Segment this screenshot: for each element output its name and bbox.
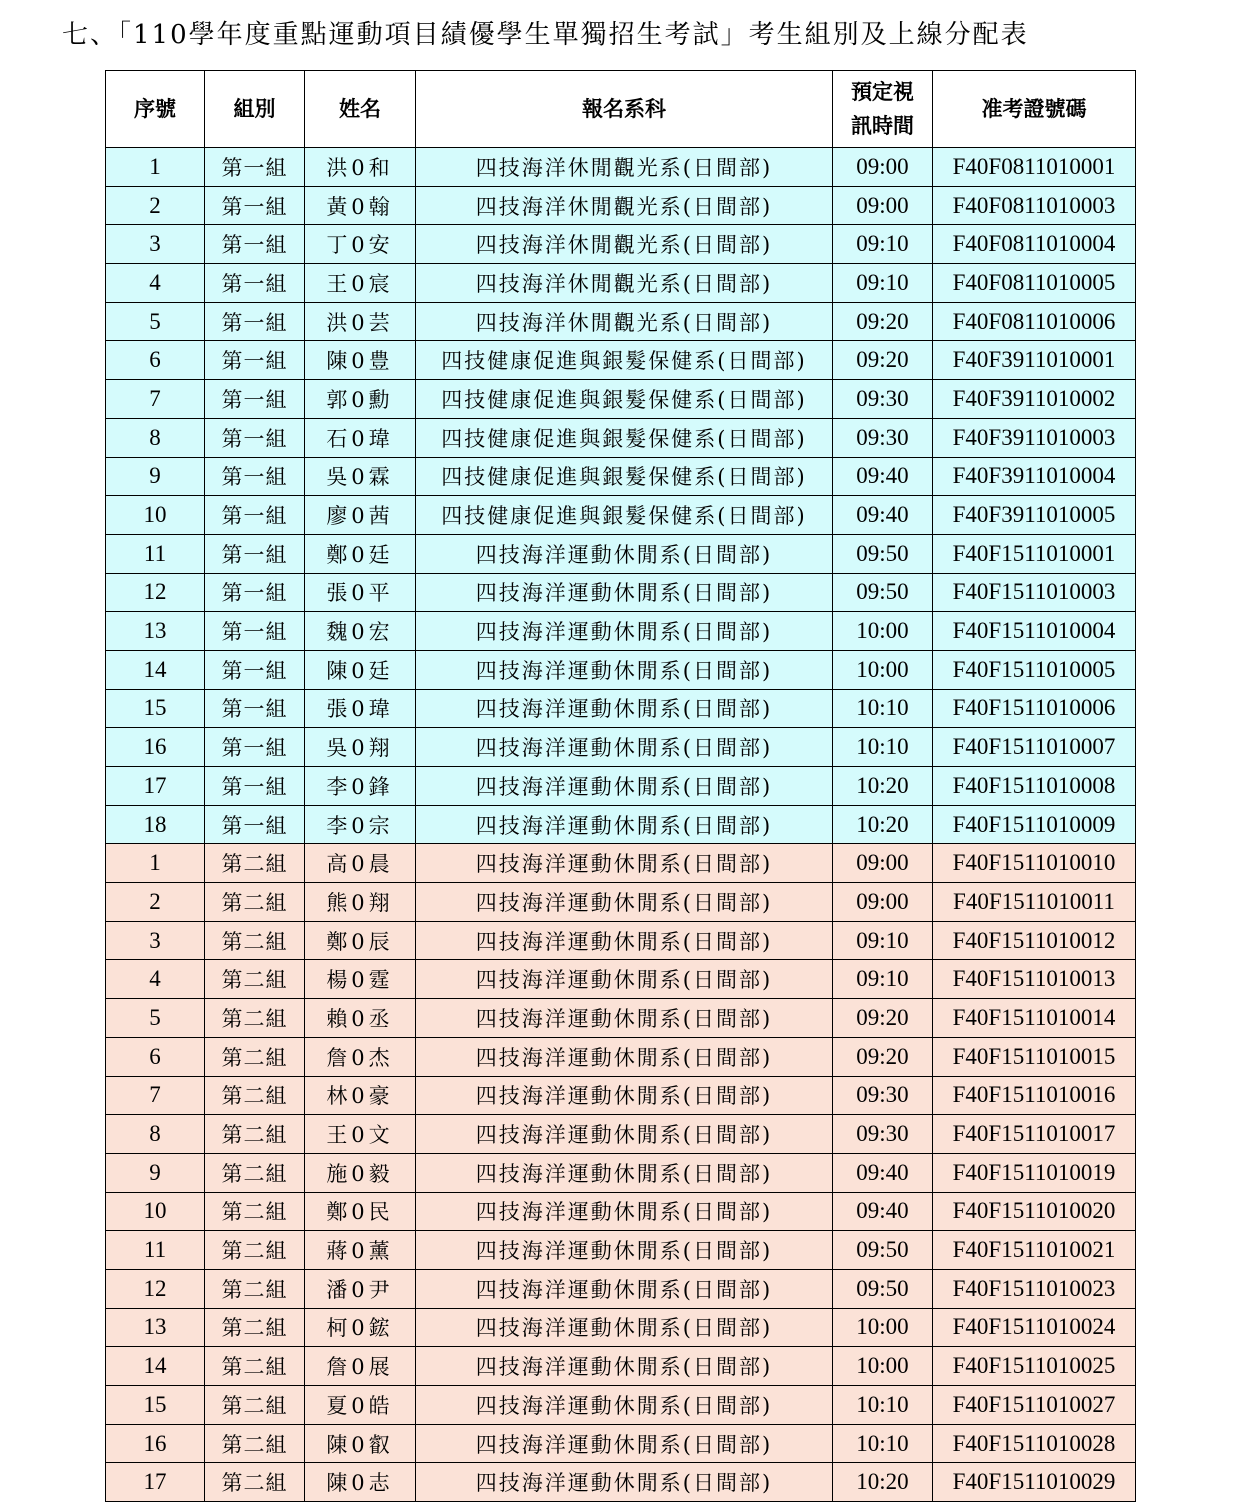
cell-seq: 2 (106, 883, 205, 922)
cell-dept: 四技海洋休閒觀光系(日間部) (416, 264, 833, 303)
cell-name: 李0宗 (305, 805, 416, 844)
table-row (106, 1115, 1136, 1154)
cell-dept: 四技海洋運動休閒系(日間部) (416, 1269, 833, 1308)
table-row (106, 1463, 1136, 1502)
cell-code: F40F1511010010 (933, 844, 1136, 883)
cell-name: 熊0翔 (305, 883, 416, 922)
cell-group: 第二組 (205, 1153, 305, 1192)
cell-group: 第二組 (205, 921, 305, 960)
cell-time: 09:00 (833, 883, 933, 922)
table-row (106, 844, 1136, 883)
header-seq: 序號 (106, 71, 205, 148)
cell-group: 第一組 (205, 612, 305, 651)
cell-name: 廖0茜 (305, 496, 416, 535)
cell-name: 魏0宏 (305, 612, 416, 651)
cell-seq: 15 (106, 689, 205, 728)
cell-code: F40F1511010004 (933, 612, 1136, 651)
cell-group: 第一組 (205, 341, 305, 380)
cell-seq: 2 (106, 186, 205, 225)
cell-group: 第二組 (205, 1115, 305, 1154)
table-row (106, 573, 1136, 612)
cell-group: 第一組 (205, 767, 305, 806)
table-row (106, 1192, 1136, 1231)
cell-time: 10:20 (833, 767, 933, 806)
cell-time: 09:00 (833, 186, 933, 225)
cell-time: 10:00 (833, 650, 933, 689)
cell-time: 09:00 (833, 148, 933, 187)
cell-name: 陳0志 (305, 1463, 416, 1502)
table-row (106, 1076, 1136, 1115)
cell-seq: 12 (106, 573, 205, 612)
cell-code: F40F1511010008 (933, 767, 1136, 806)
cell-name: 賴0丞 (305, 999, 416, 1038)
table-row (106, 1231, 1136, 1270)
cell-name: 丁0安 (305, 225, 416, 264)
cell-group: 第二組 (205, 844, 305, 883)
cell-code: F40F1511010001 (933, 534, 1136, 573)
cell-time: 10:10 (833, 728, 933, 767)
cell-group: 第一組 (205, 573, 305, 612)
cell-code: F40F3911010001 (933, 341, 1136, 380)
cell-time: 09:10 (833, 921, 933, 960)
cell-code: F40F0811010006 (933, 302, 1136, 341)
table-row (106, 264, 1136, 303)
cell-dept: 四技海洋運動休閒系(日間部) (416, 689, 833, 728)
cell-dept: 四技海洋休閒觀光系(日間部) (416, 186, 833, 225)
cell-time: 10:20 (833, 1463, 933, 1502)
cell-group: 第一組 (205, 264, 305, 303)
header-code: 准考證號碼 (933, 71, 1136, 148)
cell-time: 09:30 (833, 1115, 933, 1154)
cell-dept: 四技海洋運動休閒系(日間部) (416, 573, 833, 612)
cell-code: F40F1511010012 (933, 921, 1136, 960)
cell-code: F40F1511010021 (933, 1231, 1136, 1270)
cell-code: F40F0811010003 (933, 186, 1136, 225)
cell-code: F40F1511010027 (933, 1386, 1136, 1425)
cell-group: 第一組 (205, 650, 305, 689)
cell-dept: 四技海洋運動休閒系(日間部) (416, 1037, 833, 1076)
cell-dept: 四技海洋運動休閒系(日間部) (416, 844, 833, 883)
cell-dept: 四技海洋休閒觀光系(日間部) (416, 302, 833, 341)
cell-code: F40F1511010020 (933, 1192, 1136, 1231)
cell-code: F40F1511010023 (933, 1269, 1136, 1308)
cell-group: 第一組 (205, 496, 305, 535)
table-row (106, 148, 1136, 187)
cell-time: 09:20 (833, 341, 933, 380)
cell-name: 吳0翔 (305, 728, 416, 767)
cell-time: 10:20 (833, 805, 933, 844)
cell-name: 詹0杰 (305, 1037, 416, 1076)
cell-code: F40F1511010015 (933, 1037, 1136, 1076)
table-row (106, 1037, 1136, 1076)
cell-dept: 四技海洋運動休閒系(日間部) (416, 1153, 833, 1192)
cell-seq: 8 (106, 418, 205, 457)
cell-name: 施0毅 (305, 1153, 416, 1192)
cell-code: F40F1511010006 (933, 689, 1136, 728)
table-row (106, 380, 1136, 419)
cell-name: 郭0勳 (305, 380, 416, 419)
cell-code: F40F1511010005 (933, 650, 1136, 689)
cell-dept: 四技海洋運動休閒系(日間部) (416, 1347, 833, 1386)
header-time (833, 71, 933, 148)
cell-dept: 四技海洋運動休閒系(日間部) (416, 534, 833, 573)
cell-seq: 6 (106, 1037, 205, 1076)
cell-time: 09:50 (833, 534, 933, 573)
cell-name: 吳0霖 (305, 457, 416, 496)
header-name: 姓名 (305, 71, 416, 148)
schedule-table (105, 70, 1136, 1502)
cell-dept: 四技海洋運動休閒系(日間部) (416, 1231, 833, 1270)
cell-time: 09:40 (833, 1192, 933, 1231)
cell-name: 陳0叡 (305, 1424, 416, 1463)
cell-seq: 4 (106, 264, 205, 303)
cell-group: 第一組 (205, 148, 305, 187)
cell-group: 第二組 (205, 1192, 305, 1231)
cell-group: 第二組 (205, 1269, 305, 1308)
cell-code: F40F1511010025 (933, 1347, 1136, 1386)
table-row (106, 496, 1136, 535)
cell-time: 09:00 (833, 844, 933, 883)
cell-time: 09:10 (833, 960, 933, 999)
cell-seq: 9 (106, 457, 205, 496)
table-row (106, 534, 1136, 573)
cell-code: F40F1511010009 (933, 805, 1136, 844)
header-group: 組別 (205, 71, 305, 148)
cell-seq: 18 (106, 805, 205, 844)
table-row (106, 186, 1136, 225)
cell-time: 09:20 (833, 1037, 933, 1076)
cell-dept: 四技海洋運動休閒系(日間部) (416, 999, 833, 1038)
cell-seq: 17 (106, 767, 205, 806)
cell-group: 第一組 (205, 186, 305, 225)
cell-group: 第二組 (205, 1231, 305, 1270)
cell-seq: 10 (106, 1192, 205, 1231)
cell-group: 第二組 (205, 1386, 305, 1425)
cell-name: 陳0廷 (305, 650, 416, 689)
cell-name: 王0宸 (305, 264, 416, 303)
cell-name: 鄭0廷 (305, 534, 416, 573)
cell-group: 第二組 (205, 960, 305, 999)
cell-dept: 四技海洋運動休閒系(日間部) (416, 1463, 833, 1502)
cell-name: 鄭0辰 (305, 921, 416, 960)
cell-code: F40F1511010029 (933, 1463, 1136, 1502)
cell-dept: 四技健康促進與銀髮保健系(日間部) (416, 341, 833, 380)
cell-dept: 四技海洋運動休閒系(日間部) (416, 921, 833, 960)
table-row (106, 650, 1136, 689)
cell-code: F40F1511010013 (933, 960, 1136, 999)
cell-dept: 四技健康促進與銀髮保健系(日間部) (416, 418, 833, 457)
cell-time: 09:20 (833, 999, 933, 1038)
cell-seq: 16 (106, 1424, 205, 1463)
cell-dept: 四技海洋休閒觀光系(日間部) (416, 225, 833, 264)
cell-dept: 四技海洋運動休閒系(日間部) (416, 1076, 833, 1115)
cell-seq: 16 (106, 728, 205, 767)
cell-seq: 7 (106, 380, 205, 419)
cell-time: 10:00 (833, 612, 933, 651)
table-row (106, 728, 1136, 767)
cell-time: 09:50 (833, 1269, 933, 1308)
cell-name: 柯0鋐 (305, 1308, 416, 1347)
cell-seq: 7 (106, 1076, 205, 1115)
cell-group: 第二組 (205, 1347, 305, 1386)
cell-dept: 四技海洋運動休閒系(日間部) (416, 1424, 833, 1463)
cell-code: F40F1511010019 (933, 1153, 1136, 1192)
cell-group: 第一組 (205, 728, 305, 767)
table-row (106, 1424, 1136, 1463)
cell-group: 第一組 (205, 418, 305, 457)
header-time-line2: 訊時間 (851, 114, 914, 138)
cell-code: F40F0811010005 (933, 264, 1136, 303)
cell-time: 09:30 (833, 380, 933, 419)
cell-dept: 四技海洋運動休閒系(日間部) (416, 883, 833, 922)
cell-time: 09:50 (833, 1231, 933, 1270)
cell-group: 第二組 (205, 1463, 305, 1502)
table-row (106, 1347, 1136, 1386)
cell-code: F40F3911010002 (933, 380, 1136, 419)
cell-code: F40F0811010001 (933, 148, 1136, 187)
cell-code: F40F3911010005 (933, 496, 1136, 535)
table-row (106, 457, 1136, 496)
cell-time: 10:10 (833, 689, 933, 728)
cell-time: 09:30 (833, 1076, 933, 1115)
cell-code: F40F1511010024 (933, 1308, 1136, 1347)
table-row (106, 767, 1136, 806)
cell-name: 張0瑋 (305, 689, 416, 728)
table-row (106, 1269, 1136, 1308)
cell-name: 蔣0薰 (305, 1231, 416, 1270)
cell-seq: 13 (106, 1308, 205, 1347)
cell-code: F40F1511010007 (933, 728, 1136, 767)
cell-code: F40F1511010017 (933, 1115, 1136, 1154)
table-row (106, 418, 1136, 457)
cell-seq: 13 (106, 612, 205, 651)
cell-seq: 12 (106, 1269, 205, 1308)
cell-group: 第二組 (205, 1308, 305, 1347)
cell-time: 09:40 (833, 457, 933, 496)
cell-dept: 四技海洋運動休閒系(日間部) (416, 1115, 833, 1154)
header-dept: 報名系科 (416, 71, 833, 148)
cell-dept: 四技健康促進與銀髮保健系(日間部) (416, 496, 833, 535)
cell-dept: 四技海洋運動休閒系(日間部) (416, 728, 833, 767)
cell-time: 10:10 (833, 1386, 933, 1425)
cell-dept: 四技海洋運動休閒系(日間部) (416, 1386, 833, 1425)
cell-name: 洪0和 (305, 148, 416, 187)
cell-code: F40F3911010003 (933, 418, 1136, 457)
cell-dept: 四技健康促進與銀髮保健系(日間部) (416, 380, 833, 419)
cell-code: F40F1511010016 (933, 1076, 1136, 1115)
cell-time: 10:00 (833, 1308, 933, 1347)
cell-seq: 3 (106, 225, 205, 264)
cell-code: F40F3911010004 (933, 457, 1136, 496)
cell-group: 第一組 (205, 805, 305, 844)
cell-dept: 四技海洋運動休閒系(日間部) (416, 805, 833, 844)
cell-seq: 3 (106, 921, 205, 960)
table-row (106, 1153, 1136, 1192)
cell-group: 第一組 (205, 457, 305, 496)
cell-name: 鄭0民 (305, 1192, 416, 1231)
cell-dept: 四技海洋運動休閒系(日間部) (416, 612, 833, 651)
cell-name: 李0鋒 (305, 767, 416, 806)
cell-group: 第一組 (205, 225, 305, 264)
cell-group: 第二組 (205, 1424, 305, 1463)
cell-code: F40F1511010003 (933, 573, 1136, 612)
cell-name: 洪0芸 (305, 302, 416, 341)
cell-dept: 四技健康促進與銀髮保健系(日間部) (416, 457, 833, 496)
cell-group: 第二組 (205, 999, 305, 1038)
cell-code: F40F1511010028 (933, 1424, 1136, 1463)
cell-seq: 1 (106, 148, 205, 187)
table-header-row (106, 71, 1136, 148)
cell-dept: 四技海洋休閒觀光系(日間部) (416, 148, 833, 187)
table-row (106, 1386, 1136, 1425)
table-row (106, 960, 1136, 999)
cell-dept: 四技海洋運動休閒系(日間部) (416, 1308, 833, 1347)
table-row (106, 302, 1136, 341)
cell-time: 09:20 (833, 302, 933, 341)
cell-seq: 14 (106, 650, 205, 689)
cell-name: 王0文 (305, 1115, 416, 1154)
table-row (106, 341, 1136, 380)
cell-name: 林0豪 (305, 1076, 416, 1115)
cell-time: 10:10 (833, 1424, 933, 1463)
cell-code: F40F1511010014 (933, 999, 1136, 1038)
cell-code: F40F0811010004 (933, 225, 1136, 264)
cell-seq: 6 (106, 341, 205, 380)
cell-name: 石0瑋 (305, 418, 416, 457)
cell-seq: 9 (106, 1153, 205, 1192)
table-row (106, 612, 1136, 651)
cell-group: 第二組 (205, 883, 305, 922)
cell-name: 楊0霆 (305, 960, 416, 999)
cell-seq: 17 (106, 1463, 205, 1502)
cell-time: 09:40 (833, 496, 933, 535)
cell-name: 高0晨 (305, 844, 416, 883)
cell-name: 張0平 (305, 573, 416, 612)
cell-time: 09:30 (833, 418, 933, 457)
cell-seq: 15 (106, 1386, 205, 1425)
header-time-line1: 預定視 (851, 80, 914, 104)
table-row (106, 1308, 1136, 1347)
table-row (106, 883, 1136, 922)
cell-group: 第二組 (205, 1037, 305, 1076)
cell-dept: 四技海洋運動休閒系(日間部) (416, 650, 833, 689)
table-row (106, 805, 1136, 844)
cell-dept: 四技海洋運動休閒系(日間部) (416, 767, 833, 806)
table-row (106, 225, 1136, 264)
cell-group: 第一組 (205, 380, 305, 419)
cell-seq: 14 (106, 1347, 205, 1386)
cell-seq: 11 (106, 1231, 205, 1270)
cell-seq: 10 (106, 496, 205, 535)
cell-seq: 11 (106, 534, 205, 573)
cell-name: 陳0豊 (305, 341, 416, 380)
cell-seq: 1 (106, 844, 205, 883)
cell-seq: 8 (106, 1115, 205, 1154)
cell-name: 夏0皓 (305, 1386, 416, 1425)
cell-seq: 5 (106, 999, 205, 1038)
cell-code: F40F1511010011 (933, 883, 1136, 922)
cell-time: 09:40 (833, 1153, 933, 1192)
table-row (106, 999, 1136, 1038)
cell-dept: 四技海洋運動休閒系(日間部) (416, 1192, 833, 1231)
cell-group: 第一組 (205, 689, 305, 728)
cell-group: 第一組 (205, 302, 305, 341)
cell-time: 09:10 (833, 264, 933, 303)
table-row (106, 921, 1136, 960)
cell-seq: 4 (106, 960, 205, 999)
table-row (106, 689, 1136, 728)
cell-name: 詹0展 (305, 1347, 416, 1386)
cell-group: 第一組 (205, 534, 305, 573)
cell-group: 第二組 (205, 1076, 305, 1115)
cell-time: 09:50 (833, 573, 933, 612)
cell-name: 潘0尹 (305, 1269, 416, 1308)
cell-time: 09:10 (833, 225, 933, 264)
cell-time: 10:00 (833, 1347, 933, 1386)
cell-name: 黃0翰 (305, 186, 416, 225)
cell-dept: 四技海洋運動休閒系(日間部) (416, 960, 833, 999)
document-title: 七、「110學年度重點運動項目績優學生單獨招生考試」考生組別及上線分配表 (62, 20, 1029, 50)
cell-seq: 5 (106, 302, 205, 341)
